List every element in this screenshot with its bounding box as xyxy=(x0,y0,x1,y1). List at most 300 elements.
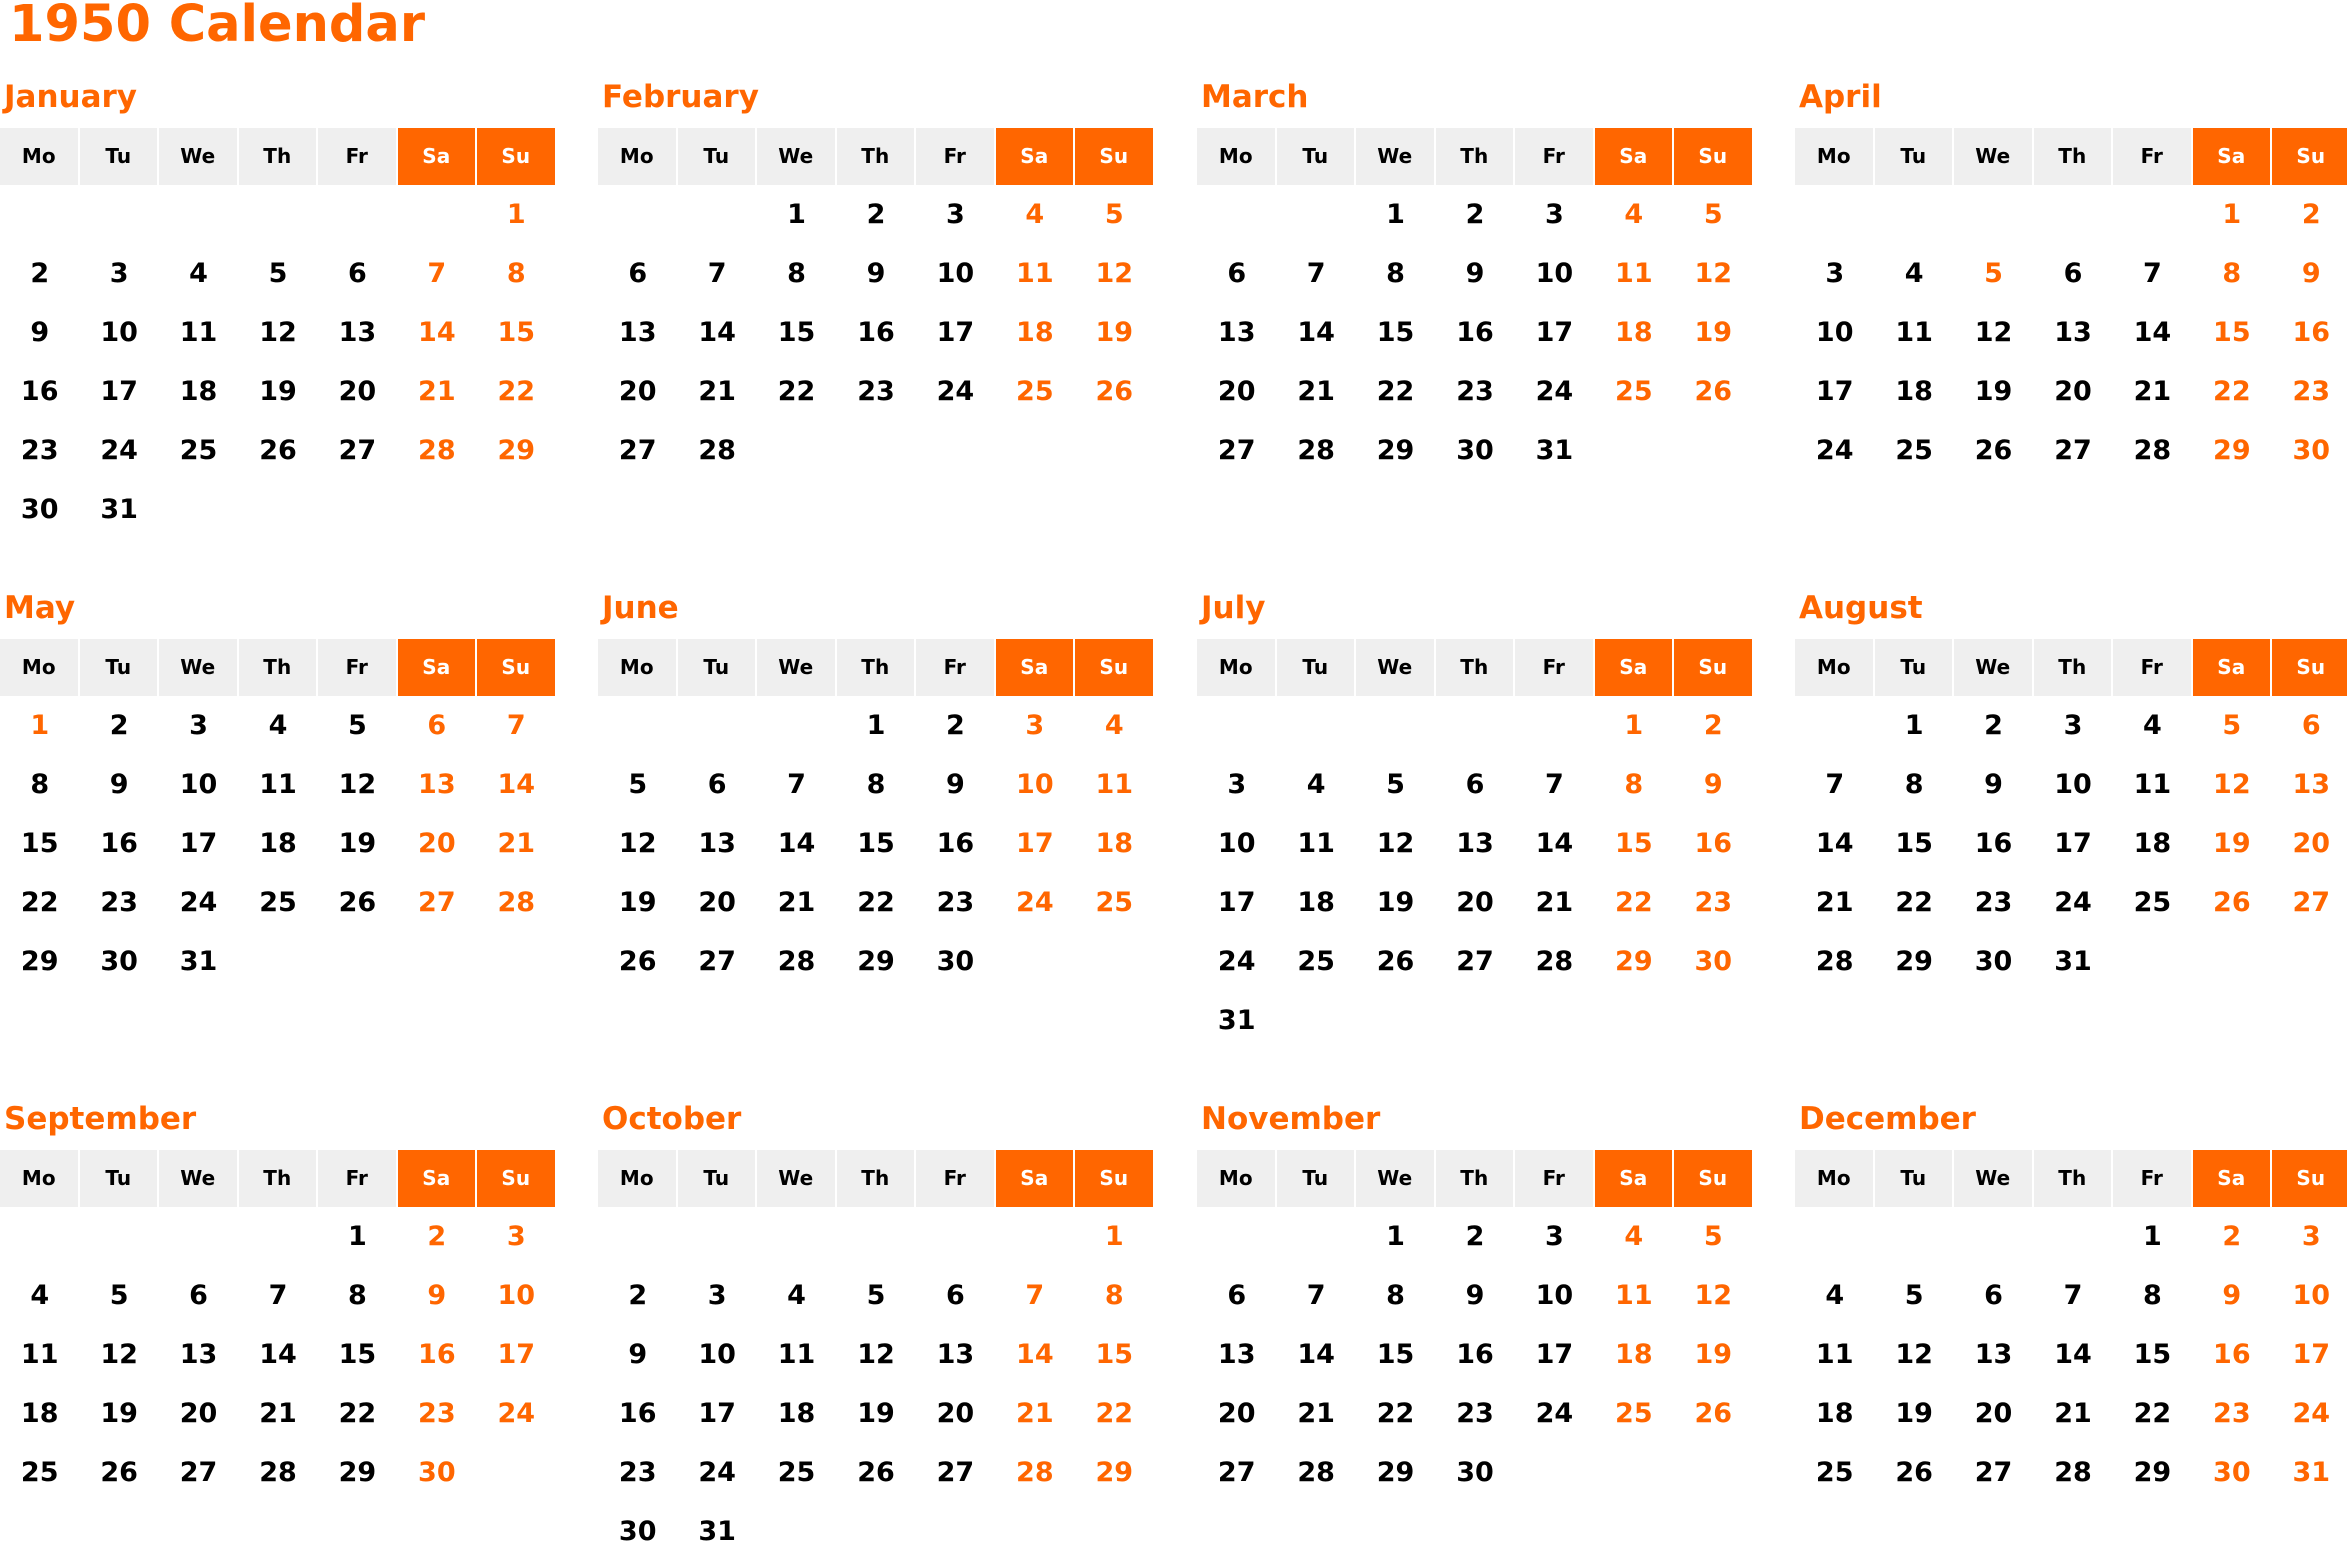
empty-day-cell xyxy=(1276,1207,1355,1266)
month-name: March xyxy=(1201,79,1309,115)
day-cell: 18 xyxy=(259,828,297,859)
day-cell: 14 xyxy=(2054,1339,2092,1370)
month-name: May xyxy=(4,590,76,626)
weekday-fr: Fr xyxy=(1515,1150,1593,1207)
day-cell: 15 xyxy=(338,1339,377,1370)
day-cell: 5 xyxy=(1703,1221,1723,1252)
empty-day-cell xyxy=(1874,1207,1953,1266)
day-cell: 8 xyxy=(2222,258,2242,289)
day-cell: 18 xyxy=(1895,376,1933,407)
day-cell: 4 xyxy=(30,1280,50,1311)
weekday-sa: Sa xyxy=(996,639,1074,696)
day-cell: 7 xyxy=(2063,1280,2083,1311)
weekday-fr: Fr xyxy=(916,639,994,696)
day-cell: 17 xyxy=(1535,317,1574,348)
day-cell: 29 xyxy=(1376,1457,1415,1488)
day-cell: 27 xyxy=(418,887,456,918)
day-cell: 16 xyxy=(936,828,975,859)
day-cell: 25 xyxy=(179,435,218,466)
day-cell: 6 xyxy=(2301,710,2321,741)
day-cell: 30 xyxy=(1694,946,1733,977)
day-cell: 26 xyxy=(100,1457,138,1488)
day-cell: 2 xyxy=(109,710,129,741)
day-cell: 4 xyxy=(1904,258,1924,289)
day-cell: 24 xyxy=(1217,946,1256,977)
day-cell: 29 xyxy=(20,946,59,977)
day-cell: 11 xyxy=(1615,1280,1653,1311)
day-cell: 26 xyxy=(1095,376,1134,407)
empty-day-cell xyxy=(677,1207,756,1266)
day-cell: 10 xyxy=(2054,769,2092,800)
day-cell: 18 xyxy=(179,376,218,407)
weekday-sa: Sa xyxy=(2193,639,2271,696)
day-cell: 1 xyxy=(348,1221,367,1252)
day-cell: 7 xyxy=(427,258,447,289)
day-cell: 14 xyxy=(259,1339,297,1370)
weekday-we: We xyxy=(1954,128,2032,185)
day-cell: 1 xyxy=(2222,199,2242,230)
empty-day-cell xyxy=(2033,1207,2112,1266)
day-cell: 7 xyxy=(268,1280,288,1311)
month-december xyxy=(1795,1094,2347,1502)
days-grid xyxy=(1795,696,2347,991)
day-cell: 14 xyxy=(418,317,456,348)
weekday-su: Su xyxy=(477,128,555,185)
day-cell: 28 xyxy=(777,946,816,977)
day-cell: 26 xyxy=(618,946,657,977)
day-cell: 27 xyxy=(2054,435,2092,466)
day-cell: 11 xyxy=(20,1339,59,1370)
weekday-fr: Fr xyxy=(1515,128,1593,185)
weekday-su: Su xyxy=(1075,1150,1153,1207)
day-cell: 24 xyxy=(1535,1398,1574,1429)
empty-day-cell xyxy=(1795,1207,1874,1266)
day-cell: 21 xyxy=(1297,1398,1335,1429)
weekday-header xyxy=(1795,128,2347,185)
day-cell: 9 xyxy=(109,769,129,800)
day-cell: 21 xyxy=(259,1398,297,1429)
weekday-su: Su xyxy=(1075,128,1153,185)
day-cell: 28 xyxy=(1297,1457,1335,1488)
day-cell: 10 xyxy=(100,317,138,348)
weekday-mo: Mo xyxy=(0,128,78,185)
day-cell: 13 xyxy=(418,769,456,800)
day-cell: 9 xyxy=(1703,769,1723,800)
day-cell: 8 xyxy=(787,258,806,289)
day-cell: 4 xyxy=(1306,769,1326,800)
day-cell: 11 xyxy=(777,1339,816,1370)
day-cell: 20 xyxy=(1217,1398,1256,1429)
weekday-mo: Mo xyxy=(0,1150,78,1207)
days-grid xyxy=(598,185,1154,480)
weekday-su: Su xyxy=(477,639,555,696)
day-cell: 4 xyxy=(1624,1221,1644,1252)
month-july xyxy=(1197,583,1753,1050)
month-name: April xyxy=(1799,79,1882,115)
day-cell: 8 xyxy=(1624,769,1644,800)
day-cell: 1 xyxy=(1104,1221,1124,1252)
month-september xyxy=(0,1094,556,1502)
weekday-mo: Mo xyxy=(1197,639,1275,696)
day-cell: 19 xyxy=(1895,1398,1933,1429)
day-cell: 22 xyxy=(857,887,895,918)
day-cell: 13 xyxy=(2292,769,2331,800)
weekday-th: Th xyxy=(1436,1150,1514,1207)
day-cell: 14 xyxy=(1815,828,1854,859)
weekday-mo: Mo xyxy=(1795,639,1873,696)
weekday-mo: Mo xyxy=(1197,1150,1275,1207)
day-cell: 27 xyxy=(1456,946,1494,977)
day-cell: 2 xyxy=(1465,199,1485,230)
month-march xyxy=(1197,72,1753,480)
days-grid xyxy=(1197,185,1753,480)
day-cell: 6 xyxy=(348,258,367,289)
day-cell: 8 xyxy=(1386,1280,1405,1311)
day-cell: 7 xyxy=(707,258,727,289)
day-cell: 2 xyxy=(2222,1221,2242,1252)
day-cell: 8 xyxy=(30,769,50,800)
day-cell: 21 xyxy=(1815,887,1854,918)
weekday-we: We xyxy=(1954,1150,2032,1207)
day-cell: 23 xyxy=(936,887,975,918)
day-cell: 30 xyxy=(1456,435,1494,466)
day-cell: 21 xyxy=(497,828,536,859)
day-cell: 26 xyxy=(1694,376,1733,407)
day-cell: 15 xyxy=(1615,828,1653,859)
weekday-su: Su xyxy=(2272,128,2347,185)
day-cell: 3 xyxy=(2301,1221,2321,1252)
weekday-sa: Sa xyxy=(2193,1150,2271,1207)
day-cell: 5 xyxy=(2222,710,2242,741)
empty-day-cell xyxy=(1954,1207,2033,1266)
month-name: December xyxy=(1799,1101,1976,1137)
empty-day-cell xyxy=(757,1207,836,1266)
day-cell: 6 xyxy=(946,1280,965,1311)
days-grid xyxy=(1197,696,1753,1050)
empty-day-cell xyxy=(1276,696,1355,755)
day-cell: 23 xyxy=(20,435,59,466)
day-cell: 21 xyxy=(1297,376,1335,407)
weekday-sa: Sa xyxy=(1595,1150,1673,1207)
day-cell: 25 xyxy=(1615,1398,1653,1429)
day-cell: 31 xyxy=(179,946,218,977)
day-cell: 6 xyxy=(628,258,648,289)
day-cell: 6 xyxy=(189,1280,208,1311)
day-cell: 2 xyxy=(1703,710,1723,741)
empty-day-cell xyxy=(677,696,756,755)
day-cell: 24 xyxy=(179,887,218,918)
weekday-su: Su xyxy=(1674,639,1752,696)
day-cell: 3 xyxy=(1227,769,1247,800)
day-cell: 12 xyxy=(338,769,377,800)
day-cell: 19 xyxy=(100,1398,138,1429)
day-cell: 21 xyxy=(1535,887,1574,918)
day-cell: 24 xyxy=(497,1398,536,1429)
empty-day-cell xyxy=(1515,696,1594,755)
day-cell: 1 xyxy=(506,199,526,230)
day-cell: 12 xyxy=(1694,258,1733,289)
weekday-fr: Fr xyxy=(318,639,396,696)
day-cell: 31 xyxy=(698,1516,736,1547)
days-grid xyxy=(0,696,556,991)
day-cell: 8 xyxy=(1904,769,1924,800)
day-cell: 16 xyxy=(1456,317,1494,348)
weekday-th: Th xyxy=(837,1150,915,1207)
weekday-sa: Sa xyxy=(398,1150,476,1207)
day-cell: 2 xyxy=(866,199,886,230)
day-cell: 9 xyxy=(866,258,886,289)
day-cell: 29 xyxy=(2213,435,2251,466)
day-cell: 26 xyxy=(2213,887,2251,918)
day-cell: 28 xyxy=(259,1457,297,1488)
weekday-mo: Mo xyxy=(0,639,78,696)
day-cell: 7 xyxy=(787,769,806,800)
empty-day-cell xyxy=(0,1207,79,1266)
day-cell: 7 xyxy=(2143,258,2162,289)
day-cell: 24 xyxy=(936,376,975,407)
day-cell: 27 xyxy=(2292,887,2331,918)
weekday-we: We xyxy=(1356,1150,1434,1207)
day-cell: 31 xyxy=(1217,1005,1256,1036)
day-cell: 1 xyxy=(1386,199,1405,230)
month-november xyxy=(1197,1094,1753,1502)
weekday-we: We xyxy=(1356,639,1434,696)
day-cell: 18 xyxy=(20,1398,59,1429)
day-cell: 29 xyxy=(1095,1457,1134,1488)
weekday-su: Su xyxy=(2272,1150,2347,1207)
day-cell: 5 xyxy=(268,258,288,289)
empty-day-cell xyxy=(598,696,677,755)
weekday-tu: Tu xyxy=(678,639,756,696)
day-cell: 28 xyxy=(1297,435,1335,466)
weekday-su: Su xyxy=(1075,639,1153,696)
day-cell: 19 xyxy=(1974,376,2013,407)
weekday-su: Su xyxy=(2272,639,2347,696)
day-cell: 18 xyxy=(1615,1339,1653,1370)
day-cell: 11 xyxy=(1895,317,1933,348)
empty-day-cell xyxy=(1795,696,1874,755)
day-cell: 24 xyxy=(100,435,138,466)
day-cell: 28 xyxy=(2133,435,2172,466)
day-cell: 30 xyxy=(2292,435,2331,466)
month-name: September xyxy=(4,1101,197,1137)
weekday-header xyxy=(1197,1150,1753,1207)
weekday-fr: Fr xyxy=(916,1150,994,1207)
day-cell: 9 xyxy=(30,317,50,348)
day-cell: 9 xyxy=(946,769,965,800)
day-cell: 25 xyxy=(20,1457,59,1488)
day-cell: 31 xyxy=(2054,946,2092,977)
day-cell: 28 xyxy=(2054,1457,2092,1488)
day-cell: 7 xyxy=(1306,258,1326,289)
day-cell: 20 xyxy=(1217,376,1256,407)
weekday-fr: Fr xyxy=(2113,128,2191,185)
day-cell: 18 xyxy=(1815,1398,1854,1429)
day-cell: 8 xyxy=(348,1280,367,1311)
weekday-mo: Mo xyxy=(1197,128,1275,185)
day-cell: 13 xyxy=(2054,317,2092,348)
day-cell: 7 xyxy=(506,710,526,741)
day-cell: 10 xyxy=(1535,258,1574,289)
day-cell: 10 xyxy=(179,769,218,800)
day-cell: 13 xyxy=(1974,1339,2013,1370)
day-cell: 15 xyxy=(2213,317,2251,348)
day-cell: 24 xyxy=(2054,887,2092,918)
day-cell: 5 xyxy=(109,1280,129,1311)
empty-day-cell xyxy=(1197,696,1276,755)
day-cell: 4 xyxy=(268,710,288,741)
day-cell: 26 xyxy=(338,887,377,918)
day-cell: 14 xyxy=(1016,1339,1054,1370)
weekday-tu: Tu xyxy=(678,1150,756,1207)
day-cell: 20 xyxy=(2054,376,2092,407)
day-cell: 12 xyxy=(618,828,657,859)
day-cell: 1 xyxy=(866,710,886,741)
day-cell: 4 xyxy=(787,1280,806,1311)
weekday-header xyxy=(598,128,1154,185)
day-cell: 23 xyxy=(1456,376,1494,407)
day-cell: 5 xyxy=(1984,258,2003,289)
day-cell: 21 xyxy=(698,376,736,407)
empty-day-cell xyxy=(1197,185,1276,244)
day-cell: 29 xyxy=(497,435,536,466)
day-cell: 8 xyxy=(2143,1280,2162,1311)
day-cell: 3 xyxy=(1025,710,1045,741)
day-cell: 10 xyxy=(1815,317,1854,348)
weekday-tu: Tu xyxy=(1875,128,1953,185)
day-cell: 30 xyxy=(100,946,138,977)
day-cell: 17 xyxy=(1815,376,1854,407)
day-cell: 15 xyxy=(1376,317,1415,348)
weekday-we: We xyxy=(159,1150,237,1207)
day-cell: 25 xyxy=(777,1457,816,1488)
day-cell: 7 xyxy=(1306,1280,1326,1311)
weekday-th: Th xyxy=(239,1150,317,1207)
weekday-tu: Tu xyxy=(1875,639,1953,696)
day-cell: 6 xyxy=(427,710,447,741)
month-name: November xyxy=(1201,1101,1381,1137)
day-cell: 13 xyxy=(1456,828,1494,859)
day-cell: 10 xyxy=(1217,828,1256,859)
day-cell: 6 xyxy=(1227,258,1247,289)
day-cell: 20 xyxy=(1974,1398,2013,1429)
empty-day-cell xyxy=(1435,696,1514,755)
day-cell: 8 xyxy=(506,258,526,289)
day-cell: 19 xyxy=(857,1398,895,1429)
days-grid xyxy=(598,1207,1154,1561)
day-cell: 10 xyxy=(2292,1280,2331,1311)
empty-day-cell xyxy=(1874,185,1953,244)
month-name: June xyxy=(602,590,679,626)
day-cell: 23 xyxy=(857,376,895,407)
day-cell: 5 xyxy=(1904,1280,1924,1311)
day-cell: 15 xyxy=(1095,1339,1134,1370)
day-cell: 11 xyxy=(259,769,297,800)
day-cell: 27 xyxy=(1217,435,1256,466)
day-cell: 19 xyxy=(338,828,377,859)
day-cell: 30 xyxy=(2213,1457,2251,1488)
day-cell: 21 xyxy=(418,376,456,407)
day-cell: 15 xyxy=(777,317,816,348)
day-cell: 19 xyxy=(1694,1339,1733,1370)
day-cell: 27 xyxy=(1217,1457,1256,1488)
day-cell: 4 xyxy=(1624,199,1644,230)
weekday-we: We xyxy=(1954,639,2032,696)
empty-day-cell xyxy=(1356,696,1435,755)
weekday-tu: Tu xyxy=(80,128,158,185)
day-cell: 17 xyxy=(497,1339,536,1370)
day-cell: 18 xyxy=(1016,317,1054,348)
day-cell: 23 xyxy=(1456,1398,1494,1429)
day-cell: 12 xyxy=(1376,828,1415,859)
weekday-mo: Mo xyxy=(1795,128,1873,185)
day-cell: 5 xyxy=(348,710,367,741)
day-cell: 21 xyxy=(777,887,816,918)
empty-day-cell xyxy=(677,185,756,244)
day-cell: 13 xyxy=(1217,1339,1256,1370)
weekday-header xyxy=(0,1150,556,1207)
day-cell: 9 xyxy=(628,1339,648,1370)
day-cell: 9 xyxy=(427,1280,447,1311)
day-cell: 9 xyxy=(1465,1280,1485,1311)
day-cell: 20 xyxy=(936,1398,975,1429)
day-cell: 14 xyxy=(698,317,736,348)
day-cell: 3 xyxy=(2063,710,2083,741)
day-cell: 26 xyxy=(1694,1398,1733,1429)
empty-day-cell xyxy=(318,185,397,244)
month-name: August xyxy=(1799,590,1923,626)
day-cell: 6 xyxy=(2063,258,2083,289)
day-cell: 2 xyxy=(427,1221,447,1252)
empty-day-cell xyxy=(79,1207,158,1266)
day-cell: 26 xyxy=(857,1457,895,1488)
day-cell: 21 xyxy=(2133,376,2172,407)
day-cell: 19 xyxy=(618,887,657,918)
month-august xyxy=(1795,583,2347,991)
day-cell: 19 xyxy=(1376,887,1415,918)
day-cell: 24 xyxy=(2292,1398,2331,1429)
day-cell: 17 xyxy=(1535,1339,1574,1370)
empty-day-cell xyxy=(2033,185,2112,244)
day-cell: 7 xyxy=(1025,1280,1045,1311)
weekday-header xyxy=(1197,639,1753,696)
day-cell: 30 xyxy=(20,494,59,525)
month-april xyxy=(1795,72,2347,480)
weekday-tu: Tu xyxy=(1277,639,1355,696)
day-cell: 12 xyxy=(100,1339,138,1370)
day-cell: 3 xyxy=(946,199,965,230)
day-cell: 25 xyxy=(1095,887,1134,918)
day-cell: 13 xyxy=(179,1339,218,1370)
day-cell: 28 xyxy=(1815,946,1854,977)
day-cell: 2 xyxy=(1465,1221,1485,1252)
day-cell: 25 xyxy=(1016,376,1054,407)
day-cell: 11 xyxy=(1095,769,1134,800)
weekday-header xyxy=(1795,639,2347,696)
day-cell: 10 xyxy=(497,1280,536,1311)
day-cell: 22 xyxy=(777,376,816,407)
page-title: 1950 Calendar xyxy=(9,0,425,54)
day-cell: 17 xyxy=(2292,1339,2331,1370)
day-cell: 12 xyxy=(1694,1280,1733,1311)
day-cell: 23 xyxy=(2213,1398,2251,1429)
day-cell: 14 xyxy=(1535,828,1574,859)
day-cell: 18 xyxy=(1297,887,1335,918)
day-cell: 20 xyxy=(618,376,657,407)
day-cell: 22 xyxy=(1095,1398,1134,1429)
day-cell: 1 xyxy=(30,710,50,741)
day-cell: 19 xyxy=(1694,317,1733,348)
